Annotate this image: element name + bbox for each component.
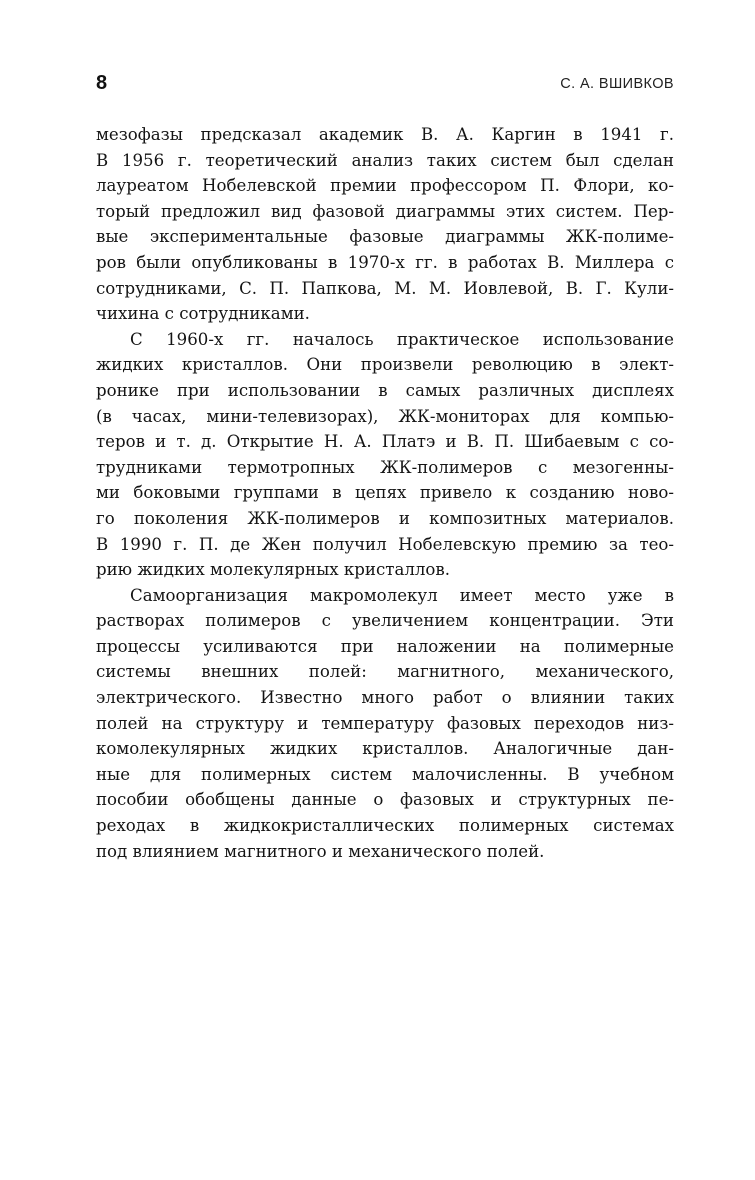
page-number: 8 (96, 72, 108, 94)
text-line: сотрудниками, С. П. Папкова, М. М. Иовлевой, В. Г. Кули- (96, 278, 674, 298)
text-line: под влиянием магнитного и механического полей. (96, 841, 545, 861)
text-line: рию жидких молекулярных кристаллов. (96, 560, 451, 580)
paragraph (96, 327, 674, 583)
text-line: комолекулярных жидких кристаллов. Аналогичные дан- (96, 739, 674, 759)
text-line: жидких кристаллов. Они произвели революцию в элект- (96, 355, 674, 375)
paragraph (96, 583, 674, 865)
text-line: пособии обобщены данные о фазовых и структурных пе- (96, 790, 674, 810)
text-line: мезофазы предсказал академик В. А. Каргин в 1941 г. (96, 125, 674, 144)
text-line: В 1956 г. теоретический анализ таких систем был сделан (96, 150, 674, 170)
text-line: ров были опубликованы в 1970-х гг. в работах В. Миллера с (96, 252, 674, 272)
text-line: теров и т. д. Открытие Н. А. Платэ и В. П. Шибаевым с со- (96, 432, 674, 452)
text-line: трудниками термотропных ЖК-полимеров с мезогенны- (96, 457, 674, 477)
text-line: С 1960-х гг. началось практическое использование (130, 329, 674, 349)
text-line: торый предложил вид фазовой диаграммы этих систем. Пер- (96, 201, 674, 221)
text-line: В 1990 г. П. де Жен получил Нобелевскую премию за тео- (96, 534, 674, 554)
text-line: системы внешних полей: магнитного, механического, (96, 662, 674, 682)
body-text (96, 122, 674, 864)
text-line: го поколения ЖК-полимеров и композитных материалов. (96, 508, 674, 528)
text-line: чихина с сотрудниками. (96, 304, 310, 324)
text-line: реходах в жидкокристаллических полимерных системах (96, 816, 674, 836)
running-head-author: С. А. ВШИВКОВ (560, 76, 674, 92)
text-line: процессы усиливаются при наложении на полимерные (96, 636, 674, 656)
running-head (96, 72, 674, 98)
paragraph (96, 122, 674, 327)
text-line: Самоорганизация макромолекул имеет место уже в (130, 585, 674, 605)
text-line: растворах полимеров с увеличением концентрации. Эти (96, 611, 674, 631)
text-line: ми боковыми группами в цепях привело к созданию ново- (96, 483, 674, 503)
text-line: лауреатом Нобелевской премии профессором П. Флори, ко- (96, 176, 674, 196)
text-line: (в часах, мини-телевизорах), ЖК-мониторах для компью- (96, 406, 674, 426)
text-line: ные для полимерных систем малочисленны. В учебном (96, 764, 674, 784)
text-line: ронике при использовании в самых различных дисплеях (96, 380, 674, 400)
text-line: электрического. Известно много работ о влиянии таких (96, 688, 674, 708)
text-line: вые экспериментальные фазовые диаграммы ЖК-полиме- (96, 227, 674, 247)
text-line: полей на структуру и температуру фазовых переходов низ- (96, 713, 674, 733)
